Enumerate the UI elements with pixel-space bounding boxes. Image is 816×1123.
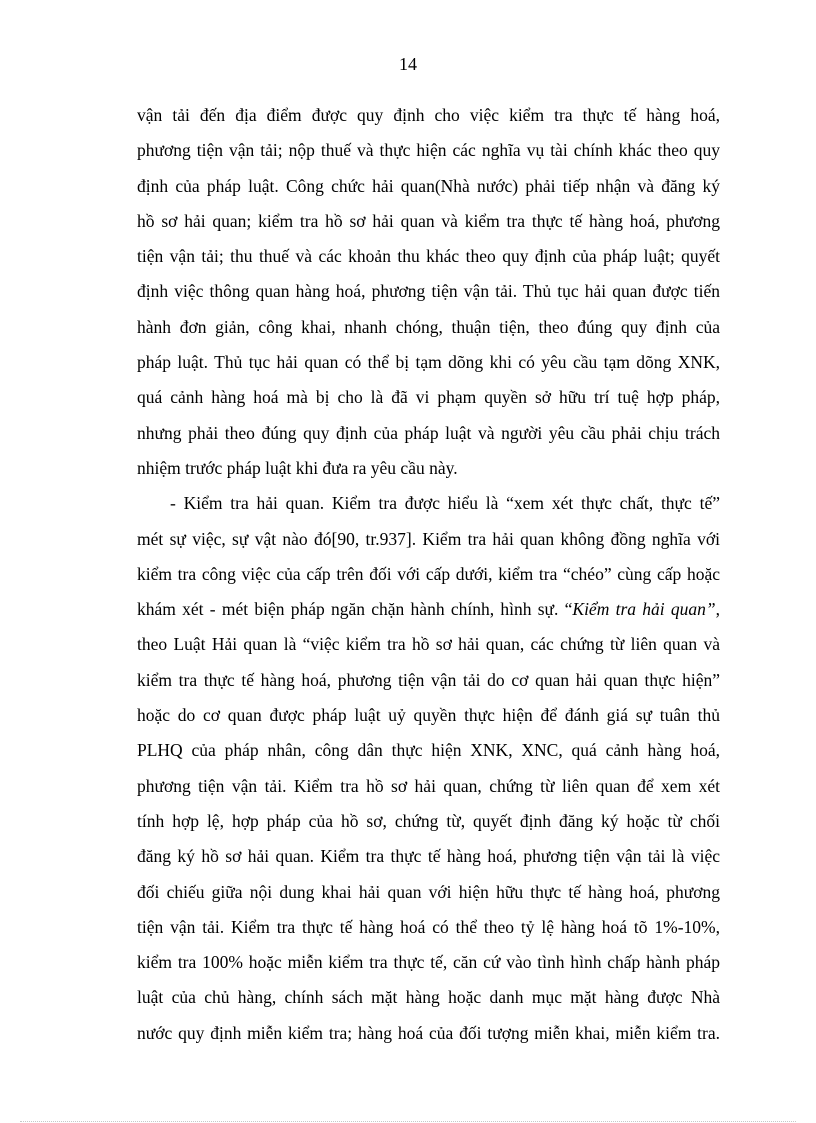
text-line: kiểm tra 100% hoặc miễn kiểm tra thực tế, căn cứ vào tình hình chấp hành pháp	[137, 952, 720, 973]
page-bottom-rule	[20, 1121, 796, 1122]
text-line: đăng ký hồ sơ hải quan. Kiểm tra thực tế hàng hoá, phương tiện vận tải là việc	[137, 846, 720, 867]
text-line: đối chiếu giữa nội dung khai hải quan với hiện hữu thực tế hàng hoá, phương	[137, 881, 720, 902]
text-segment: ,	[715, 599, 720, 620]
text-line: tiện vận tải; thu thuế và các khoản thu khác theo quy định của pháp luật; quyết	[137, 246, 720, 267]
text-line: tính hợp lệ, hợp pháp của hồ sơ, chứng từ, quyết định đăng ký hoặc từ chối	[137, 810, 720, 831]
text-line: PLHQ của pháp nhân, công dân thực hiện XNK, XNC, quá cảnh hàng hoá,	[137, 740, 720, 761]
text-segment: khám xét - mét biện pháp ngăn chặn hành chính, hình sự. “	[137, 599, 573, 620]
text-line: phương tiện vận tải. Kiểm tra hồ sơ hải quan, chứng từ liên quan để xem xét	[137, 775, 720, 796]
text-line: tiện vận tải. Kiểm tra thực tế hàng hoá có thể theo tỷ lệ hàng hoá tõ 1%-10%,	[137, 916, 720, 937]
document-body	[137, 98, 720, 1051]
text-line: mét sự việc, sự vật nào đó[90, tr.937]. Kiểm tra hải quan không đồng nghĩa với	[137, 528, 720, 549]
text-line	[137, 592, 720, 627]
text-line: vận tải đến địa điểm được quy định cho việc kiểm tra thực tế hàng hoá,	[137, 105, 720, 125]
text-line: phương tiện vận tải; nộp thuế và thực hiện các nghĩa vụ tài chính khác theo quy	[137, 140, 720, 161]
italic-term: Kiểm tra hải quan”	[572, 599, 716, 620]
text-line: kiểm tra thực tế hàng hoá, phương tiện vận tải do cơ quan hải quan thực hiện”	[137, 669, 720, 690]
text-line: nước quy định miễn kiểm tra; hàng hoá của đối tượng miễn khai, miễn kiểm tra.	[137, 1022, 720, 1043]
text-line: nhưng phải theo đúng quy định của pháp luật và người yêu cầu phải chịu trách	[137, 422, 720, 443]
text-line: định của pháp luật. Công chức hải quan(Nhà nước) phải tiếp nhận và đăng ký	[137, 175, 720, 196]
text-line: theo Luật Hải quan là “việc kiểm tra hồ sơ hải quan, các chứng từ liên quan và	[137, 634, 720, 655]
text-line: định việc thông quan hàng hoá, phương tiện vận tải. Thủ tục hải quan được tiến	[137, 281, 720, 302]
text-line: hoặc do cơ quan được pháp luật uỷ quyền thực hiện để đánh giá sự tuân thủ	[137, 705, 720, 726]
text-line: hành đơn giản, công khai, nhanh chóng, thuận tiện, theo đúng quy định của	[137, 316, 720, 337]
text-line: pháp luật. Thủ tục hải quan có thể bị tạm dõng khi có yêu cầu tạm dõng XNK,	[137, 352, 720, 373]
text-line: hồ sơ hải quan; kiểm tra hồ sơ hải quan và kiểm tra thực tế hàng hoá, phương	[137, 210, 720, 231]
text-line: kiểm tra công việc của cấp trên đối với cấp dưới, kiểm tra “chéo” cùng cấp hoặc	[137, 563, 720, 584]
text-line: luật của chủ hàng, chính sách mặt hàng hoặc danh mục mặt hàng được Nhà	[137, 987, 720, 1008]
paragraph	[137, 486, 720, 1051]
text-line: nhiệm trước pháp luật khi đưa ra yêu cầu này.	[137, 457, 458, 478]
paragraph	[137, 98, 720, 486]
page-number: 14	[399, 54, 417, 74]
text-line: quá cảnh hàng hoá mà bị cho là đã vi phạm quyền sở hữu trí tuệ hợp pháp,	[137, 387, 720, 408]
text-line: - Kiểm tra hải quan. Kiểm tra được hiểu là “xem xét thực chất, thực tế”	[170, 493, 720, 514]
